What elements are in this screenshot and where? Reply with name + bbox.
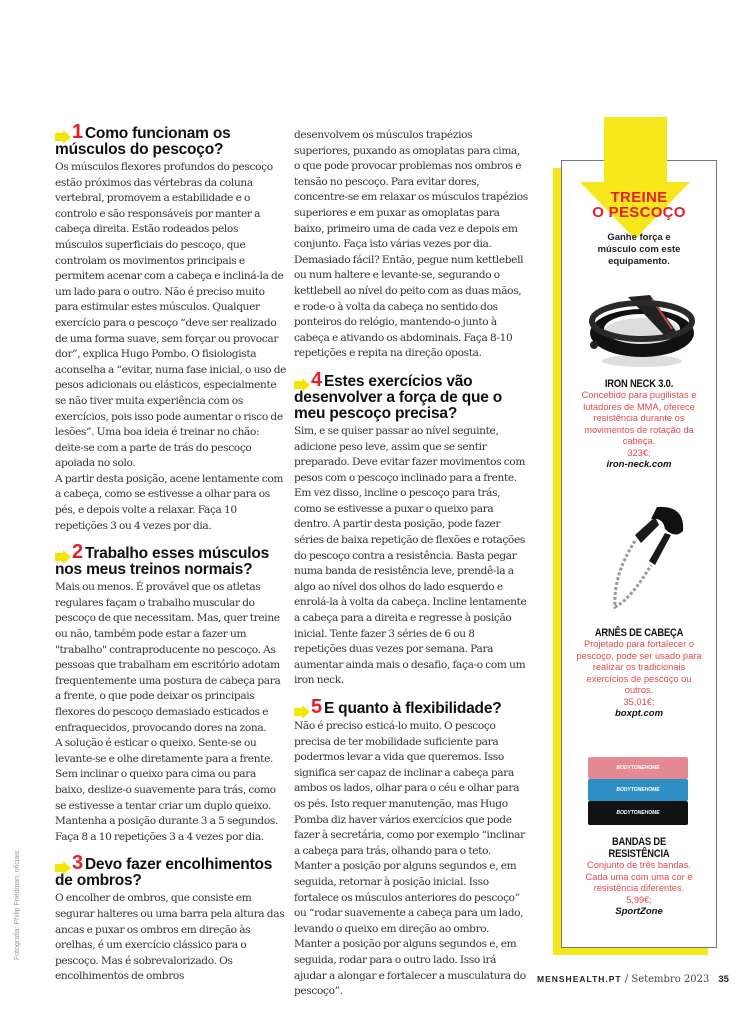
product-price: 323€;: [627, 447, 651, 458]
section-4: [294, 368, 528, 689]
sidebar-subtitle: Ganhe força e músculo com este equipamento.: [597, 232, 681, 267]
sidebar-title-line2: O PESCOÇO: [592, 204, 686, 221]
section-heading: [55, 121, 287, 158]
product-description: Concebido para pugilistas e lutadores de MMA, oferece resistência durante os movimentos de rotação da cabeça.: [581, 390, 697, 446]
section-1: [55, 121, 287, 534]
section-3: [55, 852, 287, 985]
product-shop-link[interactable]: iron-neck.com: [606, 459, 672, 470]
section-number: 2: [72, 541, 83, 564]
product-resistance-bands: [561, 836, 717, 918]
head-harness-image: [585, 495, 695, 615]
product-head-harness: [561, 627, 717, 720]
section-heading: [294, 696, 528, 718]
section-heading: [55, 541, 287, 579]
section-title: Trabalho esses músculos nos meus treinos normais?: [55, 545, 270, 579]
product-name: ARNÊS DE CABEÇA: [594, 627, 684, 639]
page-number: 35: [718, 974, 729, 985]
section-title: Devo fazer encolhimentos de ombros?: [55, 856, 273, 890]
band-blue: BODYTONEHOME: [588, 779, 688, 801]
product-name: BANDAS DE RESISTÊNCIA: [608, 836, 670, 860]
section-title: Como funcionam os músculos do pescoço?: [55, 125, 231, 158]
band-pink: BODYTONEHOME: [588, 757, 688, 779]
sidebar-title: [561, 190, 717, 220]
section-2: [55, 541, 287, 845]
paragraph: desenvolvem os músculos trapézios superiores, puxando as omoplatas para cima, o que pode provocar problemas nos ombros e tensão no pescoço. Para evitar dores, concentre-se em relaxar os músculos trapézios superiores e em puxar as omoplatas para baixo, primeiro uma de cada vez e depois em conjunto. Faça isto várias vezes por dia. Demasiado fácil? Então, pegue num kettlebell ou num haltere e levante-se, segurando o kettlebell ao nível do peito com as duas mãos, e rode-o à volta da cabeça no sentido dos ponteiros do relógio, mantendo-o junto à cabeça e ativando os abdominais. Faça 8-10 repetições e repita na direção oposta.: [294, 129, 528, 360]
paragraph: A solução é esticar o queixo. Sente-se ou levante-se e olhe diretamente para a frente. Sem inclinar o queixo para cima ou para baixo, deslize-o suavemente para trás, como se estivesse a tentar criar um duplo queixo. Mantenha a posição durante 3 a 5 segundos. Faça 8 a 10 repetições 3 a 4 vezes por dia.: [55, 737, 278, 843]
paragraph: Mais ou menos. É provável que os atletas regulares façam o trabalho muscular do pescoço de que necessitam. Mas, quer treine ou não, também pode estar a fazer um "trabalho" contraproducente no pescoço. As pessoas que trabalham em escritório adotam frequentemente uma postura de cabeça para a frente, o que pode deixar os principais flexores do pescoço demasiado esticados e enfraquecidos, provocando dores na zona.: [55, 581, 281, 734]
iron-neck-image: [580, 285, 700, 370]
band-black: BODYTONEHOME: [588, 801, 688, 825]
section-3-continued: [294, 128, 528, 362]
paragraph: Não é preciso esticá-lo muito. O pescoço precisa de ter mobilidade suficiente para podermos levar a vida que queremos. Isso significa ser capaz de inclinar a cabeça para ambos os lados, olhar para o céu e olhar para os pés. Isto requer manutenção, mas Hugo Pomba diz haver vários exercícios que pode fazer à secretária, como por exemplo “inclinar a cabeça para trás, olhando para o teto. Manter a posição por alguns segundos e, em seguida, retornar à posição inicial. Isso fortalece os músculos anteriores do pescoço” ou “rodar suavemente a cabeça para um lado, levando o queixo em direção ao ombro. Manter a posição por alguns segundos e, em seguida, rodar para o outro lado. Isso irá ajudar a alongar e fortalecer a musculatura do pescoço”.: [294, 720, 526, 998]
section-title: Estes exercícios vão desenvolver a força de que o meu pescoço precisa?: [294, 372, 503, 422]
section-heading: [55, 852, 287, 890]
paragraph: A partir desta posição, acene lentamente com a cabeça, como se estivesse a olhar para os pés, e depois volte a relaxar. Faça 10 repetições 3 ou 4 vezes por dia.: [55, 472, 284, 532]
photo-credit: Fotografia: Philip Friedman, oficiais: [14, 850, 21, 960]
product-description: Projetado para fortalecer o pescoço, pode ser usado para realizar os tradicionais exercícios de pescoço ou outros.: [576, 639, 702, 695]
sidebar-title-line1: TREINE: [610, 189, 668, 206]
product-price: 5,99€;: [626, 894, 652, 905]
section-title: E quanto à flexibilidade?: [323, 700, 502, 717]
section-number: 3: [72, 852, 83, 875]
article-column-2: [294, 128, 528, 1010]
magazine-site[interactable]: MENSHEALTH.PT: [537, 974, 622, 984]
page-footer: [537, 974, 729, 985]
product-name: IRON NECK 3.0.: [604, 378, 674, 390]
article-column-1: [55, 121, 287, 995]
product-shop-link[interactable]: boxpt.com: [614, 708, 664, 719]
product-price: 35,01€;: [623, 696, 655, 707]
product-shop-link[interactable]: SportZone: [615, 906, 663, 917]
product-iron-neck: [561, 378, 717, 471]
paragraph: O encolher de ombros, que consiste em segurar halteres ou uma barra pela altura das ancas e puxar os ombros em direção às orelhas, é um exercício clássico para o pescoço. Mas é sobrevalorizado. Os encolhimentos de ombros: [55, 892, 285, 983]
section-number: 1: [72, 121, 83, 143]
paragraph: Sim, e se quiser passar ao nível seguinte, adicione peso leve, assim que se sentir preparado. Deve evitar fazer movimentos com pesos com o pescoço inclinado para a frente. Em vez disso, incline o pescoço para trás, como se estivesse a puxar o queixo para dentro. A partir desta posição, pode fazer séries de baixa repetição de flexões e rotações do pescoço contra a resistência. Basta pegar numa banda de resistência leve, prendê-la a algo ao nível dos olhos do lado esquerdo e enrolá-la à volta da cabeça. Incline lentamente a cabeça para a direita e regresse à posição inicial. Tente fazer 3 séries de 6 ou 8 repetições duas vezes por semana. Para aumentar ainda mais o desafio, faça-o com um iron neck.: [294, 424, 527, 687]
product-description: Conjunto de três bandas. Cada uma com uma cor e resistência diferentes.: [585, 860, 693, 893]
issue-date: / Setembro 2023: [621, 974, 710, 985]
section-number: 4: [311, 368, 322, 391]
resistance-bands-image: [588, 757, 688, 827]
paragraph: Os músculos flexores profundos do pescoço estão próximos das vértebras da coluna vertebral, promovem a estabilidade e o controlo e são responsáveis por manter a cabeça direita. Estão rodeados pelos músculos superficiais do pescoço, que controlam os movimentos principais e permitem acenar com a cabeça e incliná-la de um lado para o outro. Não é preciso muito para estimular estes músculos. Qualquer exercício para o pescoço “deve ser realizado de uma forma suave, sem forçar ou provocar dor”, explica Hugo Pombo. O fisiologista aconselha a “evitar, numa fase inicial, o uso de pesos adicionais ou elásticos, especialmente se não tiver muita experiência com os exercícios, pois isso pode aumentar o risco de lesões”. Uma boa ideia é treinar no chão: deite-se com a parte de trás do pescoço apoiada no solo.: [55, 161, 287, 470]
section-heading: [294, 368, 528, 422]
section-number: 5: [311, 696, 322, 718]
section-5: [294, 696, 528, 1000]
